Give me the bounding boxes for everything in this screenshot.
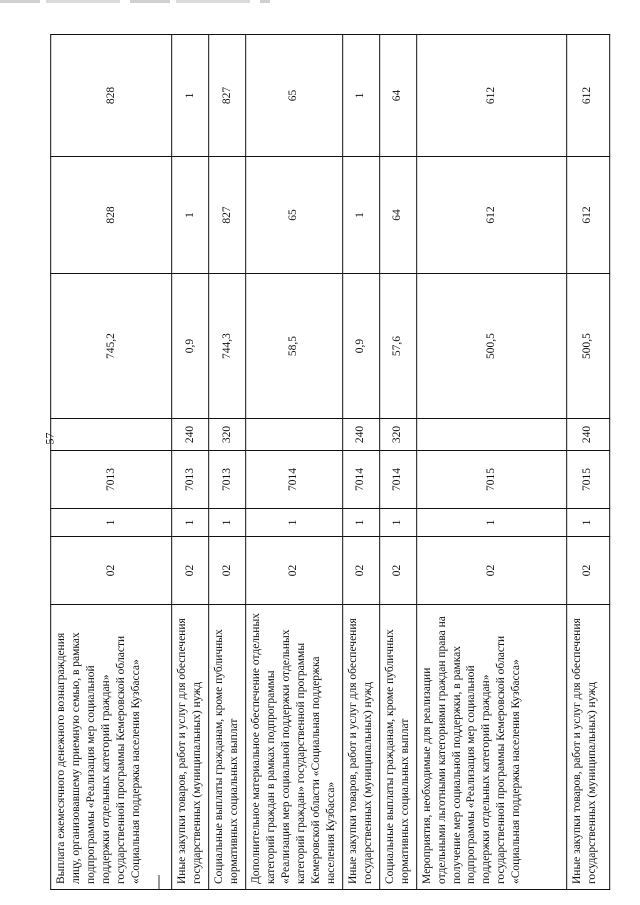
- article-code: 7014: [379, 450, 416, 508]
- subsection-code: 1: [566, 508, 609, 536]
- budget-table: [50, 34, 610, 890]
- article-code: 7014: [342, 450, 379, 508]
- expense-type-code: 240: [342, 418, 379, 450]
- article-code: 7015: [566, 450, 609, 508]
- section-code: 02: [416, 536, 566, 604]
- expense-type-code: 240: [566, 418, 609, 450]
- subsection-code: 1: [416, 508, 566, 536]
- section-code: 02: [50, 536, 171, 604]
- section-code: 02: [566, 536, 609, 604]
- amount-3: 1: [342, 34, 379, 156]
- amount-1: 500,5: [566, 273, 609, 418]
- table-row: [245, 34, 342, 889]
- subsection-code: 1: [208, 508, 245, 536]
- table-row: [50, 34, 171, 889]
- section-code: 02: [342, 536, 379, 604]
- row-name: Иные закупки товаров, работ и услуг для обеспечения государственных (муниципальных) нужд: [171, 604, 208, 889]
- section-code: 02: [208, 536, 245, 604]
- amount-2: 1: [342, 156, 379, 273]
- budget-table-wrapper: [54, 34, 602, 889]
- amount-3: 64: [379, 34, 416, 156]
- expense-type-code: [50, 418, 171, 450]
- table-row: [566, 34, 609, 889]
- table-row: [416, 34, 566, 889]
- article-code: 7015: [416, 450, 566, 508]
- row-name: Дополнительное материальное обеспечение отдельных категорий граждан в рамках подпрограммы «Реализация мер социальной поддержки отдельных категорий граждан» государственной программы Кемеровской области «Социальная поддержка населения Кузбасса»: [245, 604, 342, 889]
- subsection-code: 1: [245, 508, 342, 536]
- amount-1: 0,9: [342, 273, 379, 418]
- article-code: 7014: [245, 450, 342, 508]
- subsection-code: 1: [171, 508, 208, 536]
- subsection-code: 1: [50, 508, 171, 536]
- table-row: [208, 34, 245, 889]
- article-code: 7013: [171, 450, 208, 508]
- amount-1: 745,2: [50, 273, 171, 418]
- amount-2: 1: [171, 156, 208, 273]
- row-name: Иные закупки товаров, работ и услуг для обеспечения государственных (муниципальных) нужд: [566, 604, 609, 889]
- expense-type-code: [245, 418, 342, 450]
- subsection-code: 1: [379, 508, 416, 536]
- table-row: [171, 34, 208, 889]
- amount-2: 612: [566, 156, 609, 273]
- section-code: 02: [245, 536, 342, 604]
- row-name: Социальные выплаты гражданам, кроме публичных нормативных социальных выплат: [379, 604, 416, 889]
- table-row: [379, 34, 416, 889]
- amount-3: 1: [171, 34, 208, 156]
- expense-type-code: 320: [379, 418, 416, 450]
- article-code: 7013: [50, 450, 171, 508]
- article-code: 7013: [208, 450, 245, 508]
- expense-type-code: 240: [171, 418, 208, 450]
- amount-2: 64: [379, 156, 416, 273]
- section-code: 02: [379, 536, 416, 604]
- amount-1: 744,3: [208, 273, 245, 418]
- subsection-code: 1: [342, 508, 379, 536]
- amount-1: 0,9: [171, 273, 208, 418]
- amount-2: 827: [208, 156, 245, 273]
- scan-edge-mark: [0, 0, 270, 3]
- table-row: [342, 34, 379, 889]
- amount-3: 828: [50, 34, 171, 156]
- amount-3: 612: [416, 34, 566, 156]
- section-code: 02: [171, 536, 208, 604]
- row-name: Мероприятия, необходимые для реализации отдельными льготными категориями граждан права на получение мер социальной поддержки, в рамках подпрограммы «Реализация мер социальной поддержки отдельных категорий граждан» государственной программы Кемеровской области «Социальная поддержка населения Кузбасса»: [416, 604, 566, 889]
- row-name: Выплата ежемесячного денежного вознаграждения лицу, организовавшему приемную семью, в рамках подпрограммы «Реализация мер социальной поддержки отдельных категорий граждан» государственной программы Кемеровской области «Социальная поддержка населения Кузбасса»: [50, 604, 171, 889]
- page-number: 57: [42, 432, 57, 445]
- amount-3: 612: [566, 34, 609, 156]
- amount-2: 612: [416, 156, 566, 273]
- amount-2: 828: [50, 156, 171, 273]
- amount-1: 57,6: [379, 273, 416, 418]
- row-name: Иные закупки товаров, работ и услуг для обеспечения государственных (муниципальных) нужд: [342, 604, 379, 889]
- amount-3: 827: [208, 34, 245, 156]
- row-name: Социальные выплаты гражданам, кроме публичных нормативных социальных выплат: [208, 604, 245, 889]
- expense-type-code: 320: [208, 418, 245, 450]
- amount-1: 58,5: [245, 273, 342, 418]
- expense-type-code: [416, 418, 566, 450]
- amount-2: 65: [245, 156, 342, 273]
- amount-3: 65: [245, 34, 342, 156]
- amount-1: 500,5: [416, 273, 566, 418]
